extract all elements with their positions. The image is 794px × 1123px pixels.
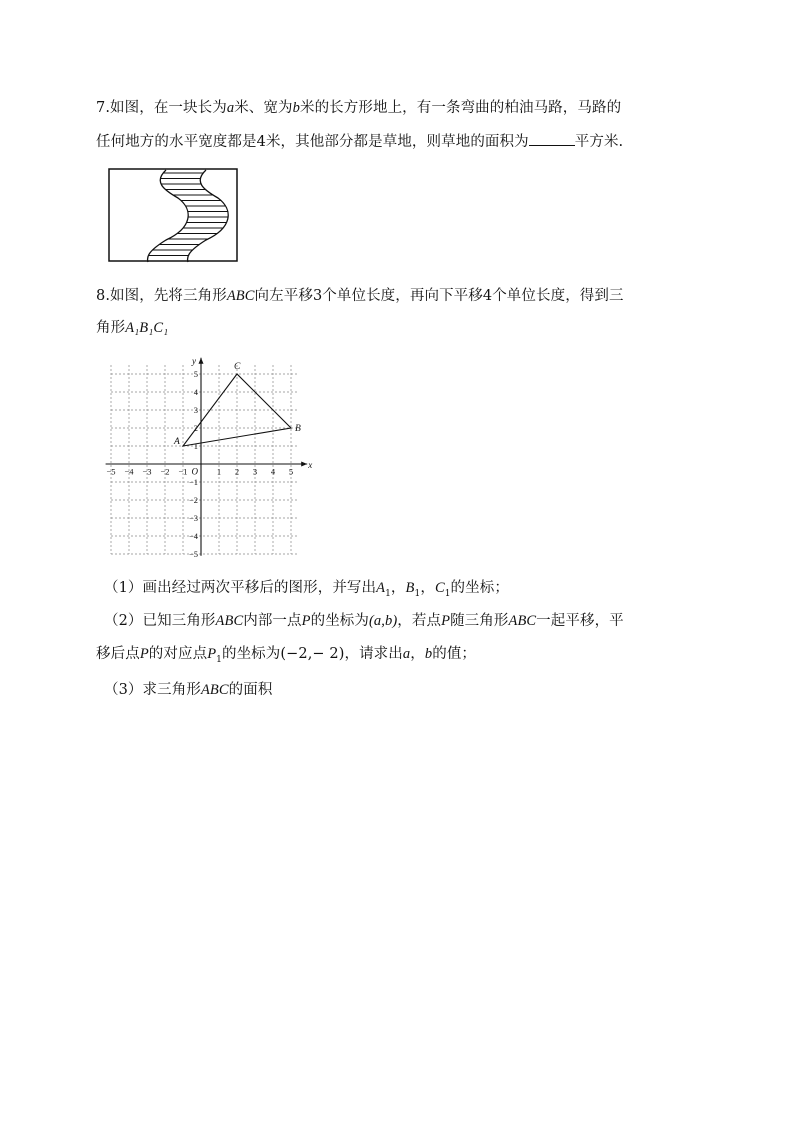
q7-text: 平方米. [574, 134, 624, 150]
q7-text: 任何地方的水平宽度都是 [96, 134, 257, 150]
q8-text: 随三角形 [450, 613, 509, 629]
q8-abc: ABC [200, 682, 229, 698]
x-tick-label: 4 [270, 466, 276, 477]
point-p: P [139, 646, 149, 662]
q7-text: 米，其他部分都是草地，则草地的面积为 [265, 134, 529, 150]
q8-sub1 [104, 578, 509, 604]
subscript: 1 [385, 588, 391, 599]
grid-lines [111, 365, 298, 554]
q8-text: 移后点 [96, 646, 140, 662]
road-figure [108, 168, 240, 264]
q8-sub2-line2 [96, 644, 476, 670]
q8-text: 向左平移 [254, 288, 313, 304]
x-tick-label: 1 [216, 466, 222, 477]
point-p: P [301, 613, 311, 629]
vertex-c1: C [434, 580, 445, 596]
y-tick-label: −2 [188, 495, 198, 505]
q8-text: ，若点 [397, 613, 442, 629]
vertex-b1: B [405, 580, 415, 596]
subscript: 1 [414, 588, 421, 599]
y-tick-label: −3 [188, 513, 198, 523]
q7-var-a: a [226, 100, 235, 116]
y-axis-arrow-icon [199, 358, 204, 364]
q8-text: （1）画出经过两次平移后的图形，并写出 [104, 580, 377, 596]
q8-line2 [96, 318, 168, 338]
y-tick-label: −5 [188, 549, 198, 558]
separator: ， [390, 580, 406, 596]
q8-text: 的坐标为 [221, 646, 281, 662]
axes [106, 355, 308, 556]
subscript: 1 [216, 654, 222, 665]
var-b: b [424, 646, 433, 662]
point-p1: P [207, 646, 217, 662]
x-tick-label: −3 [142, 466, 152, 477]
q8-abc: ABC [215, 613, 244, 629]
answer-blank[interactable] [529, 131, 575, 146]
q7-text: 米、宽为 [234, 100, 293, 116]
q8-text: 一起平移，平 [536, 613, 624, 629]
q7-var-b: b [292, 100, 300, 116]
coordinate-grid-figure [100, 346, 320, 558]
q8-text: （3）求三角形 [104, 682, 201, 698]
tick-labels [106, 356, 312, 558]
vertex-label-a: A [174, 437, 180, 447]
q8-text: 的对应点 [148, 646, 208, 662]
q7-text: 米的长方形地上，有一条弯曲的柏油马路，马路的 [299, 100, 622, 116]
q8-a1b1c1: A₁B₁C₁ [125, 320, 169, 336]
q7-line2 [96, 131, 623, 152]
y-tick-label: −1 [188, 477, 198, 487]
q7-text: 7.如图，在一块长为 [96, 100, 227, 116]
coord-p1: (−2,− 2) [280, 646, 345, 662]
q8-text: 8.如图，先将三角形 [96, 288, 227, 304]
x-tick-label: −2 [160, 466, 170, 477]
x-tick-label: 5 [288, 466, 294, 477]
q8-text: 的值； [432, 646, 477, 662]
y-tick-label: 3 [193, 405, 198, 415]
vertex-label-c: C [234, 362, 241, 372]
y-tick-label: −4 [188, 531, 198, 541]
x-tick-label: 3 [252, 466, 258, 477]
q8-text: ，请求出 [344, 646, 403, 662]
q8-text: 个单位长度，再向下平移 [322, 288, 483, 304]
separator: ， [420, 580, 435, 596]
point-p: P [441, 613, 451, 629]
x-axis-arrow-icon [301, 462, 307, 467]
x-tick-label: −1 [178, 466, 188, 477]
field-rectangle [109, 169, 237, 261]
vertex-a1: A [376, 580, 386, 596]
y-tick-label: 1 [193, 441, 198, 451]
q8-left-units: 3 [312, 288, 323, 304]
separator: ， [410, 646, 425, 662]
q8-sub3 [104, 680, 272, 700]
x-tick-label: −5 [106, 466, 116, 477]
q7-line1 [96, 98, 621, 118]
q8-abc: ABC [226, 288, 255, 304]
q8-text: 内部一点 [243, 613, 302, 629]
y-tick-label: 4 [193, 387, 198, 397]
x-tick-label: −4 [124, 466, 134, 477]
y-tick-label: 2 [193, 423, 198, 433]
subscript: 1 [444, 588, 451, 599]
q8-text: （2）已知三角形 [104, 613, 216, 629]
origin-label: O [191, 466, 198, 477]
q8-text: 的面积 [228, 682, 273, 698]
q8-sub2-line1 [104, 611, 624, 631]
x-axis-label: x [308, 460, 313, 470]
q8-text: 的坐标为 [310, 613, 369, 629]
coord-ab: (a,b) [369, 613, 398, 629]
q8-text: 的坐标； [450, 580, 509, 596]
vertex-label-b: B [295, 424, 301, 434]
q8-text: 个单位长度，得到三 [492, 288, 624, 304]
q8-text: 角形 [96, 320, 126, 336]
q8-down-units: 4 [482, 288, 493, 304]
x-tick-label: 2 [234, 466, 240, 477]
q8-line1 [96, 286, 624, 306]
q8-abc: ABC [508, 613, 537, 629]
y-axis-label: y [192, 355, 196, 366]
var-a: a [402, 646, 411, 662]
y-tick-label: 5 [193, 369, 198, 379]
q7-width: 4 [256, 134, 266, 150]
